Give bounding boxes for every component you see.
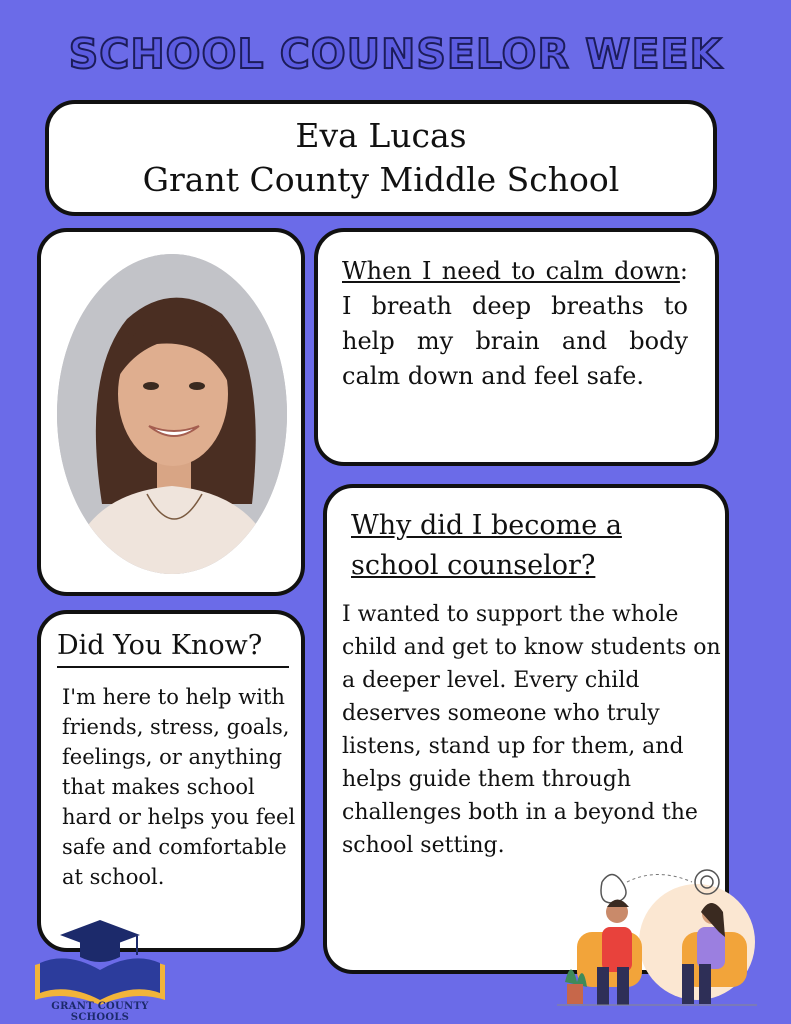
counseling-illustration bbox=[557, 862, 757, 1012]
photo-card bbox=[37, 228, 305, 596]
counselor-photo bbox=[57, 254, 287, 574]
page-title: SCHOOL COUNSELOR WEEK bbox=[68, 30, 723, 78]
why-heading: Why did I become a school counselor? bbox=[351, 510, 622, 581]
did-you-know-body: I'm here to help with friends, stress, goals, feelings, or anything that makes school hard or helps you feel safe and comfortable at school. bbox=[62, 685, 296, 889]
calm-body: : I breath deep breaths to help my brain and body calm down and feel safe. bbox=[342, 257, 688, 390]
logo-text: GRANT COUNTY SCHOOLS bbox=[51, 1001, 149, 1023]
counselor-name: Eva Lucas bbox=[295, 116, 467, 155]
did-you-know-card bbox=[37, 610, 305, 952]
why-card bbox=[323, 484, 729, 974]
graduation-book-icon bbox=[25, 915, 175, 1005]
calm-text bbox=[342, 254, 688, 394]
school-name: Grant County Middle School bbox=[142, 160, 620, 199]
school-logo bbox=[25, 915, 175, 1021]
name-card bbox=[45, 100, 717, 216]
did-you-know-heading: Did You Know? bbox=[57, 626, 289, 668]
why-body: I wanted to support the whole child and get to know students on a deeper level. Every child deserves someone who truly listens, stand up for them, and helps guide them through challenges both in a beyond the school setting. bbox=[342, 602, 721, 858]
calm-heading: When I need to calm down bbox=[342, 257, 680, 285]
calm-card bbox=[314, 228, 719, 466]
